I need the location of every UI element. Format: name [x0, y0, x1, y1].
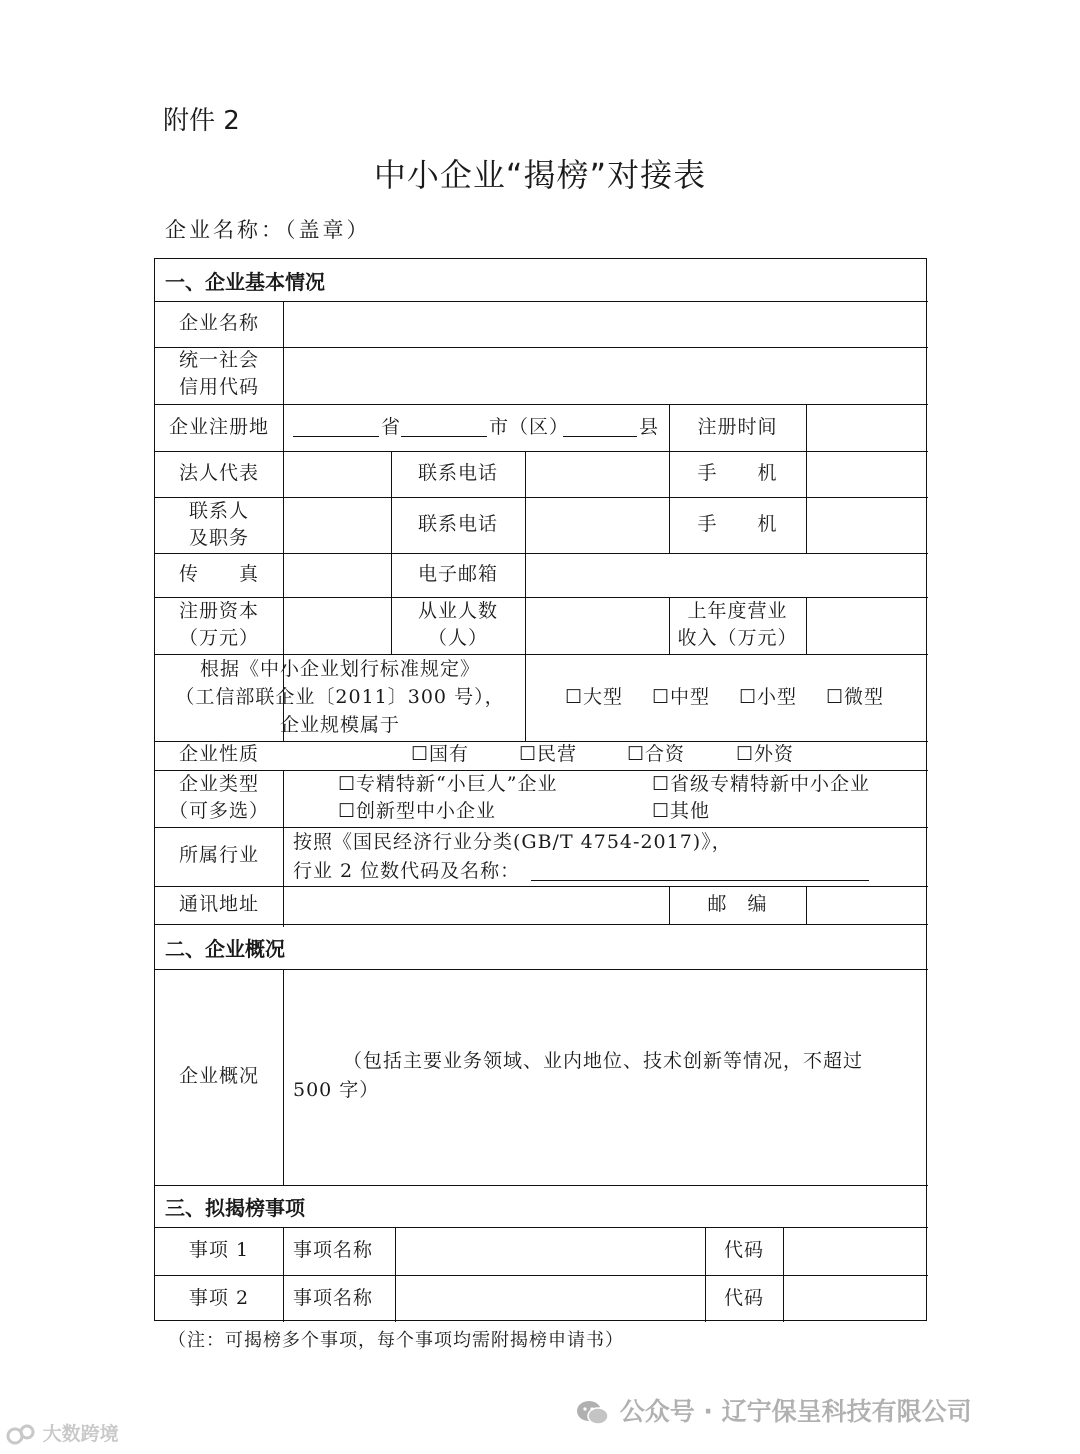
city-blank[interactable]	[401, 436, 487, 437]
label-province: 省	[381, 416, 402, 438]
checkbox-type-other[interactable]: ☐其他	[652, 800, 711, 822]
label-overview: 企业概况	[178, 1065, 259, 1087]
label-contact-line1: 联系人	[188, 500, 249, 522]
label-item-1: 事项 1	[188, 1239, 250, 1261]
attachment-label: 附件 2	[163, 106, 240, 136]
county-blank[interactable]	[563, 436, 637, 437]
checkbox-scale-micro[interactable]: ☐微型	[826, 686, 885, 708]
section-heading-basic-info: 一、企业基本情况	[165, 270, 325, 294]
label-employees-line2: （人）	[427, 627, 488, 649]
checkbox-nature-foreign[interactable]: ☐外资	[736, 743, 795, 765]
label-email: 电子邮箱	[417, 563, 498, 585]
watermark-left	[6, 1419, 119, 1448]
industry-description-line1: 按照《国民经济行业分类(GB/T 4754-2017)》，	[293, 831, 732, 853]
checkbox-scale-small[interactable]: ☐小型	[739, 686, 798, 708]
label-industry: 所属行业	[178, 844, 259, 866]
overview-hint-line1: （包括主要业务领域、业内地位、技术创新等情况，不超过	[343, 1050, 864, 1072]
watermark-right	[575, 1392, 972, 1428]
label-item-2-code: 代码	[723, 1287, 764, 1309]
label-item-1-name: 事项名称	[293, 1239, 374, 1261]
label-mobile-2: 手 机	[697, 513, 778, 535]
checkbox-scale-medium[interactable]: ☐中型	[652, 686, 711, 708]
label-credit-code-line1: 统一社会	[178, 349, 259, 371]
label-type-line2: （可多选）	[168, 800, 269, 822]
label-scale-line2: （工信部联企业〔2011〕300 号），	[175, 686, 505, 708]
checkbox-nature-private[interactable]: ☐民营	[519, 743, 578, 765]
checkbox-nature-joint[interactable]: ☐合资	[627, 743, 686, 765]
label-city: 市（区）	[489, 416, 570, 438]
label-capital-line2: （万元）	[178, 627, 259, 649]
overview-hint-line2: 500 字）	[293, 1079, 380, 1101]
label-revenue-line1: 上年度营业	[687, 600, 788, 622]
label-contact-line2: 及职务	[188, 527, 249, 549]
label-registration-place: 企业注册地	[168, 416, 269, 438]
checkbox-type-provincial-sme[interactable]: ☐省级专精特新中小企业	[652, 773, 871, 795]
label-company-name: 企业名称	[178, 312, 259, 334]
industry-description-line2: 行业 2 位数代码及名称：	[293, 860, 521, 882]
label-revenue-line2: 收入（万元）	[677, 627, 798, 649]
footnote: （注：可揭榜多个事项，每个事项均需附揭榜申请书）	[168, 1330, 624, 1351]
label-address: 通讯地址	[178, 893, 259, 915]
label-employees-line1: 从业人数	[417, 600, 498, 622]
watermark-left-text: 大数跨境	[42, 1423, 119, 1445]
label-phone-2: 联系电话	[417, 513, 498, 535]
brand-logo-icon	[6, 1422, 36, 1448]
wechat-icon	[575, 1398, 611, 1428]
company-stamp-label: 企业名称：（盖章）	[165, 218, 371, 242]
checkbox-type-little-giant[interactable]: ☐专精特新“小巨人”企业	[338, 773, 558, 795]
label-type-line1: 企业类型	[178, 773, 259, 795]
label-nature: 企业性质	[178, 743, 259, 765]
application-form-table	[154, 258, 927, 1321]
section-heading-overview: 二、企业概况	[165, 937, 285, 961]
label-credit-code-line2: 信用代码	[178, 376, 259, 398]
section-heading-items: 三、拟揭榜事项	[165, 1196, 305, 1220]
checkbox-scale-large[interactable]: ☐大型	[565, 686, 624, 708]
label-scale-line1: 根据《中小企业划行标准规定》	[199, 658, 480, 680]
label-registration-time: 注册时间	[697, 416, 778, 438]
label-county: 县	[639, 416, 660, 438]
checkbox-type-innovative-sme[interactable]: ☐创新型中小企业	[338, 800, 497, 822]
label-item-2: 事项 2	[188, 1287, 250, 1309]
label-capital-line1: 注册资本	[178, 600, 259, 622]
label-legal-representative: 法人代表	[178, 462, 259, 484]
label-phone-1: 联系电话	[417, 462, 498, 484]
label-mobile-1: 手 机	[697, 462, 778, 484]
province-blank[interactable]	[293, 436, 379, 437]
label-scale-line3: 企业规模属于	[279, 714, 400, 736]
label-item-2-name: 事项名称	[293, 1287, 374, 1309]
label-fax: 传 真	[178, 563, 259, 585]
industry-code-blank[interactable]	[531, 880, 869, 881]
label-postcode: 邮 编	[707, 893, 768, 915]
label-item-1-code: 代码	[723, 1239, 764, 1261]
watermark-right-text: 公众号 · 辽宁保呈科技有限公司	[619, 1397, 972, 1426]
checkbox-nature-state[interactable]: ☐国有	[411, 743, 470, 765]
page-title: 中小企业“揭榜”对接表	[373, 156, 707, 194]
